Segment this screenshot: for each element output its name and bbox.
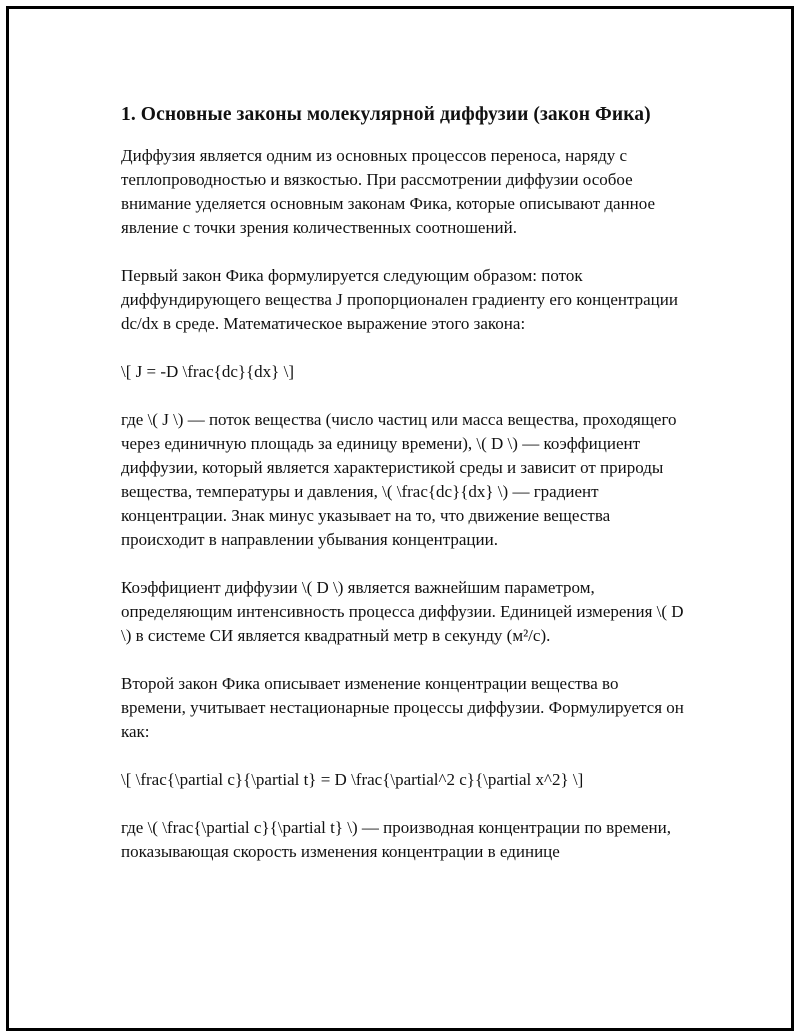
paragraph-first-law-explanation: где \( J \) — поток вещества (число частиц или масса вещества, проходящего через единичную площадь за единицу времени), \( D \) — коэффициент диффузии, который является характеристикой среды и зависит от природы вещества, температуры и давления, \( \frac{dc}{dx} \) — градиент концентрации. Знак минус указывает на то, что движение вещества происходит в направлении убывания концентрации. — [121, 410, 677, 549]
paragraph-intro: Диффузия является одним из основных процессов переноса, наряду с теплопроводностью и вязкостью. При рассмотрении диффузии особое внимание уделяется основным законам Фика, которые описывают данное явление с точки зрения количественных соотношений. — [121, 146, 656, 237]
paragraph-diffusion-coefficient: Коэффициент диффузии \( D \) является важнейшим параметром, определяющим интенсивность процесса диффузии. Единицей измерения \( D \) в системе СИ является квадратный метр в секунду (м²/с). — [121, 578, 684, 645]
section-heading: 1. Основные законы молекулярной диффузии (закон Фика) — [121, 104, 651, 125]
page-border — [6, 6, 794, 1031]
formula-second-law: \[ \frac{\partial c}{\partial t} = D \frac{\partial^2 c}{\partial x^2} \] — [121, 770, 584, 789]
formula-first-law: \[ J = -D \frac{dc}{dx} \] — [121, 362, 294, 381]
document-body — [121, 101, 686, 888]
paragraph-second-law: Второй закон Фика описывает изменение концентрации вещества во времени, учитывает нестационарные процессы диффузии. Формулируется он как: — [121, 674, 684, 741]
paragraph-first-law: Первый закон Фика формулируется следующим образом: поток диффундирующего вещества J пропорционален градиенту его концентрации dc/dx в среде. Математическое выражение этого закона: — [121, 266, 678, 333]
paragraph-second-law-explanation: где \( \frac{\partial c}{\partial t} \) — производная концентрации по времени, показывающая скорость изменения концентрации в единице — [121, 818, 671, 861]
